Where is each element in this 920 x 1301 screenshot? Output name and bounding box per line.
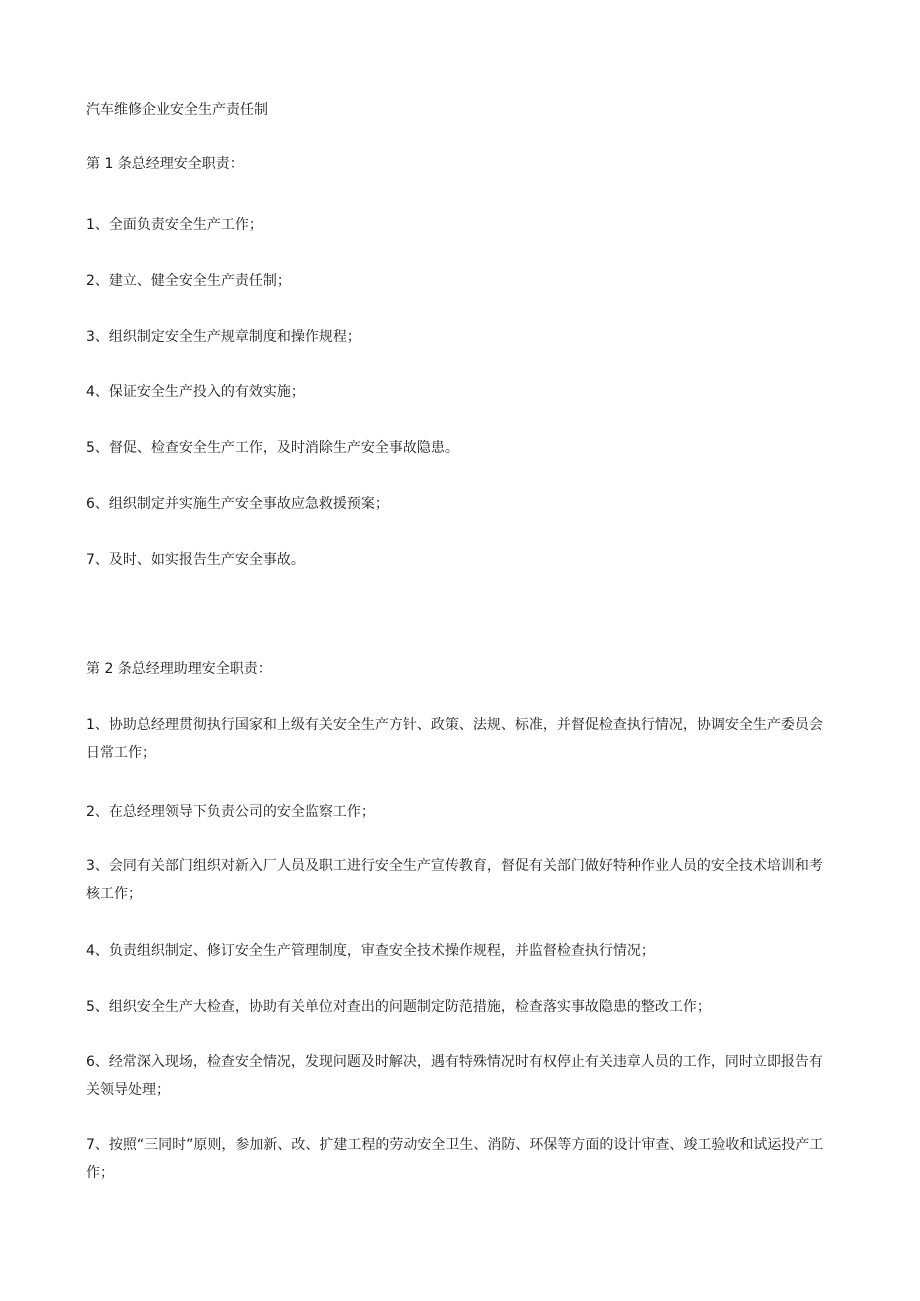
section-1-item: 4、保证安全生产投入的有效实施； [86,384,305,400]
section-1-item: 6、组织制定并实施生产安全事故应急救援预案； [86,496,389,512]
section-2-item: 3、会同有关部门组织对新入厂人员及职工进行安全生产宣传教育，督促有关部门做好特种作业人员的安全技术培训和考核工作； [86,858,823,902]
section-1-item: 2、建立、健全安全生产责任制； [86,273,291,289]
section-2-item: 6、经常深入现场，检查安全情况，发现问题及时解决，遇有特殊情况时有权停止有关违章人员的工作，同时立即报告有关领导处理； [86,1054,823,1098]
section-1-item: 3、组织制定安全生产规章制度和操作规程； [86,329,361,345]
section-1-item: 1、全面负责安全生产工作； [86,217,263,233]
section-1-heading: 第 1 条总经理安全职责： [86,156,244,172]
section-1-item: 5、督促、检查安全生产工作，及时消除生产安全事故隐患。 [86,440,459,456]
section-2-item: 4、负责组织制定、修订安全生产管理制度，审查安全技术操作规程，并监督检查执行情况； [86,943,655,959]
section-2-item: 7、按照“三同时”原则，参加新、改、扩建工程的劳动安全卫生、消防、环保等方面的设计审查、竣工验收和试运投产工作； [86,1137,824,1181]
section-2-item: 1、协助总经理贯彻执行国家和上级有关安全生产方针、政策、法规、标准，并督促检查执行情况，协调安全生产委员会日常工作； [86,717,823,761]
section-2-heading: 第 2 条总经理助理安全职责： [86,661,272,677]
section-1-item: 7、及时、如实报告生产安全事故。 [86,552,305,568]
section-2-item: 5、组织安全生产大检查，协助有关单位对查出的问题制定防范措施，检查落实事故隐患的整改工作； [86,999,711,1015]
section-2-item: 2、在总经理领导下负责公司的安全监察工作； [86,804,375,820]
document-title: 汽车维修企业安全生产责任制 [86,102,268,118]
